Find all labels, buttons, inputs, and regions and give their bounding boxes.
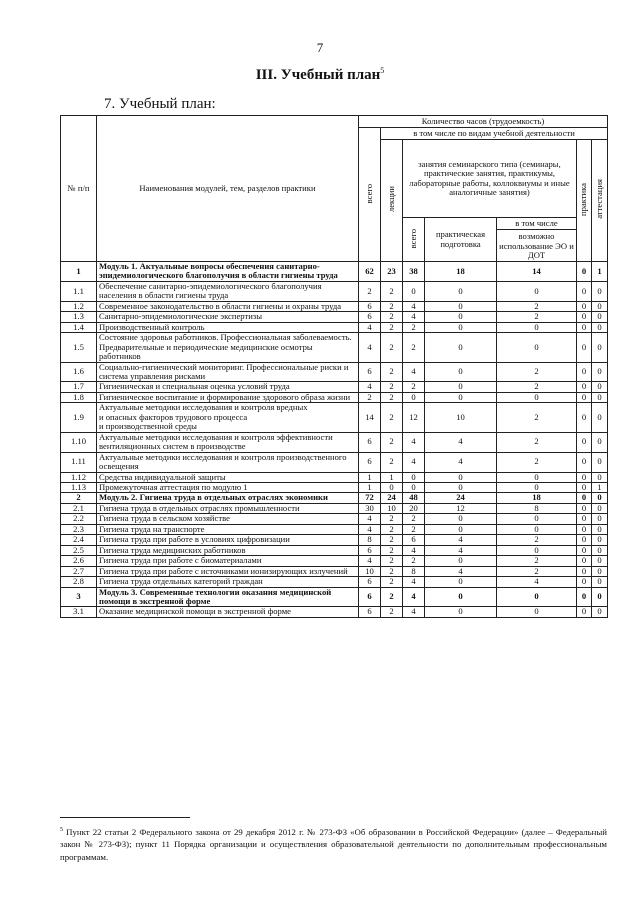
table-row [61, 452, 608, 472]
footnote [60, 826, 607, 863]
row-lectures: 2 [381, 322, 403, 332]
row-lectures: 2 [381, 432, 403, 452]
row-name: Актуальные методики исследования и контроля производственного освещения [97, 452, 359, 472]
row-eo-dot: 0 [497, 472, 577, 482]
row-name: Модуль 3. Современные технологии оказания медицинской помощи в экстренной форме [97, 587, 359, 607]
row-prac-prep: 0 [425, 472, 497, 482]
row-attestation: 0 [592, 524, 608, 534]
row-prac-prep: 0 [425, 607, 497, 617]
row-lectures: 2 [381, 524, 403, 534]
row-name: Модуль 2. Гигиена труда в отдельных отраслях экономики [97, 493, 359, 503]
row-name: Современное законодательство в области гигиены и охраны труда [97, 301, 359, 311]
table-row [61, 333, 608, 362]
row-seminar: 4 [403, 577, 425, 587]
header-prac-prep: практическая подготовка [425, 218, 497, 262]
row-eo-dot: 0 [497, 524, 577, 534]
row-lectures: 2 [381, 514, 403, 524]
row-total: 6 [359, 362, 381, 382]
row-total: 10 [359, 566, 381, 576]
row-attestation: 0 [592, 577, 608, 587]
table-row [61, 607, 608, 617]
row-lectures: 2 [381, 577, 403, 587]
row-num: 1.11 [61, 452, 97, 472]
row-lectures: 2 [381, 403, 403, 432]
table-row [61, 432, 608, 452]
row-attestation: 0 [592, 556, 608, 566]
header-incl: в том числе [497, 219, 576, 230]
table-row [61, 514, 608, 524]
row-prac-prep: 4 [425, 452, 497, 472]
row-practice: 0 [577, 493, 592, 503]
row-lectures: 2 [381, 535, 403, 545]
row-practice: 0 [577, 322, 592, 332]
table-row [61, 312, 608, 322]
row-name: Санитарно-эпидемиологические экспертизы [97, 312, 359, 322]
row-total: 8 [359, 535, 381, 545]
footnote-reference: 5 [380, 66, 385, 75]
row-practice: 0 [577, 535, 592, 545]
row-eo-dot: 0 [497, 587, 577, 607]
row-num: 2.4 [61, 535, 97, 545]
row-total: 2 [359, 392, 381, 402]
footnote-text: Пункт 22 статьи 2 Федерального закона от 29 декабря 2012 г. № 273-ФЗ «Об образовании в Российской Федерации» (далее – Федеральный закон № 273-ФЗ); пункт 11 Порядка организации и осуществления образовательной деятельности по дополнительным профессиональным программам. [60, 827, 607, 862]
row-total: 72 [359, 493, 381, 503]
row-practice: 0 [577, 545, 592, 555]
row-eo-dot: 2 [497, 403, 577, 432]
row-prac-prep: 0 [425, 524, 497, 534]
row-seminar: 4 [403, 452, 425, 472]
row-practice: 0 [577, 556, 592, 566]
table-row [61, 362, 608, 382]
row-name: Гигиена труда отдельных категорий граждан [97, 577, 359, 587]
row-lectures: 2 [381, 301, 403, 311]
footnote-divider [60, 817, 190, 818]
table-row [61, 392, 608, 402]
row-lectures: 2 [381, 452, 403, 472]
table-row [61, 566, 608, 576]
table-row [61, 382, 608, 392]
row-num: 2.2 [61, 514, 97, 524]
row-num: 1.1 [61, 281, 97, 301]
table-row [61, 472, 608, 482]
table-body [61, 262, 608, 618]
row-num: 1.9 [61, 403, 97, 432]
row-practice: 0 [577, 587, 592, 607]
row-num: 1 [61, 262, 97, 282]
row-name: Гигиена труда в отдельных отраслях промышленности [97, 503, 359, 513]
row-attestation: 0 [592, 503, 608, 513]
row-num: 3 [61, 587, 97, 607]
row-prac-prep: 0 [425, 382, 497, 392]
header-total-text: всего [363, 183, 374, 203]
row-name: Промежуточная аттестация по модулю 1 [97, 482, 359, 492]
row-name: Актуальные методики исследования и контроля эффективности вентиляционных систем в производстве [97, 432, 359, 452]
row-eo-dot: 0 [497, 392, 577, 402]
row-attestation: 0 [592, 452, 608, 472]
header-lectures [381, 140, 403, 262]
row-attestation: 0 [592, 566, 608, 576]
row-practice: 0 [577, 577, 592, 587]
section-title [0, 66, 640, 84]
row-name: Состояние здоровья работников. Профессиональная заболеваемость. Предварительные и периодические медицинские осмотры работников [97, 333, 359, 362]
row-lectures: 2 [381, 333, 403, 362]
row-total: 6 [359, 587, 381, 607]
table-row [61, 577, 608, 587]
row-prac-prep: 0 [425, 281, 497, 301]
row-eo-dot: 2 [497, 566, 577, 576]
row-prac-prep: 24 [425, 493, 497, 503]
row-name: Гигиена труда в сельском хозяйстве [97, 514, 359, 524]
row-eo-dot: 0 [497, 482, 577, 492]
curriculum-table [60, 115, 608, 618]
row-attestation: 0 [592, 545, 608, 555]
row-lectures: 23 [381, 262, 403, 282]
row-eo-dot: 0 [497, 333, 577, 362]
row-num: 2 [61, 493, 97, 503]
row-attestation: 0 [592, 312, 608, 322]
row-practice: 0 [577, 262, 592, 282]
header-hours: Количество часов (трудоемкость) [359, 116, 608, 128]
row-total: 6 [359, 301, 381, 311]
row-eo-dot: 0 [497, 322, 577, 332]
row-attestation: 0 [592, 403, 608, 432]
table-row [61, 545, 608, 555]
module-row [61, 587, 608, 607]
row-seminar: 0 [403, 281, 425, 301]
row-eo-dot: 0 [497, 514, 577, 524]
table-row [61, 503, 608, 513]
row-seminar: 0 [403, 392, 425, 402]
row-total: 1 [359, 482, 381, 492]
row-seminar: 4 [403, 362, 425, 382]
row-lectures: 24 [381, 493, 403, 503]
row-lectures: 2 [381, 556, 403, 566]
row-seminar: 4 [403, 432, 425, 452]
row-attestation: 0 [592, 281, 608, 301]
row-attestation: 0 [592, 333, 608, 362]
row-seminar: 8 [403, 566, 425, 576]
row-attestation: 0 [592, 472, 608, 482]
table-row [61, 556, 608, 566]
row-seminar: 4 [403, 545, 425, 555]
row-lectures: 10 [381, 503, 403, 513]
row-total: 6 [359, 577, 381, 587]
row-practice: 0 [577, 472, 592, 482]
row-seminar: 38 [403, 262, 425, 282]
row-name: Гигиена труда при работе с источниками ионизирующих излучений [97, 566, 359, 576]
row-total: 4 [359, 514, 381, 524]
section-title-text: III. Учебный план [255, 67, 381, 83]
row-attestation: 0 [592, 514, 608, 524]
header-practice [577, 140, 592, 262]
row-total: 1 [359, 472, 381, 482]
row-practice: 0 [577, 382, 592, 392]
row-num: 1.3 [61, 312, 97, 322]
row-practice: 0 [577, 301, 592, 311]
row-practice: 0 [577, 432, 592, 452]
row-lectures: 2 [381, 545, 403, 555]
header-attestation [592, 140, 608, 262]
row-seminar: 2 [403, 333, 425, 362]
row-name: Гигиена труда на транспорте [97, 524, 359, 534]
row-attestation: 1 [592, 262, 608, 282]
row-name: Гигиена труда медицинских работников [97, 545, 359, 555]
row-seminar: 2 [403, 524, 425, 534]
table-row [61, 524, 608, 534]
header-eo-dot [497, 218, 577, 262]
row-num: 3.1 [61, 607, 97, 617]
row-practice: 0 [577, 503, 592, 513]
row-lectures: 1 [381, 472, 403, 482]
row-total: 14 [359, 403, 381, 432]
module-row [61, 493, 608, 503]
page-number: 7 [316, 40, 324, 55]
row-name: Актуальные методики исследования и контроля вредных и опасных факторов трудового процесса и производственной среды [97, 403, 359, 432]
row-name: Гигиеническое воспитание и формирование здорового образа жизни [97, 392, 359, 402]
row-num: 2.5 [61, 545, 97, 555]
row-total: 2 [359, 281, 381, 301]
row-total: 30 [359, 503, 381, 513]
header-sem-total [403, 218, 425, 262]
row-practice: 0 [577, 452, 592, 472]
row-name: Производственный контроль [97, 322, 359, 332]
row-practice: 0 [577, 482, 592, 492]
row-attestation: 0 [592, 493, 608, 503]
row-practice: 0 [577, 403, 592, 432]
row-seminar: 0 [403, 482, 425, 492]
row-total: 4 [359, 556, 381, 566]
header-total [359, 128, 381, 262]
table-row [61, 403, 608, 432]
header-attestation-text: аттестация [593, 179, 604, 220]
module-row [61, 262, 608, 282]
header-lectures-text: лекции [385, 186, 396, 213]
row-total: 6 [359, 452, 381, 472]
row-eo-dot: 2 [497, 556, 577, 566]
row-practice: 0 [577, 362, 592, 382]
table-header [61, 116, 608, 262]
row-seminar: 4 [403, 587, 425, 607]
row-attestation: 0 [592, 535, 608, 545]
row-seminar: 20 [403, 503, 425, 513]
row-attestation: 0 [592, 382, 608, 392]
row-num: 2.7 [61, 566, 97, 576]
row-seminar: 4 [403, 301, 425, 311]
row-eo-dot: 4 [497, 577, 577, 587]
row-prac-prep: 0 [425, 312, 497, 322]
row-seminar: 12 [403, 403, 425, 432]
table-row [61, 281, 608, 301]
row-num: 2.1 [61, 503, 97, 513]
row-eo-dot: 0 [497, 607, 577, 617]
row-num: 2.3 [61, 524, 97, 534]
row-total: 4 [359, 333, 381, 362]
row-num: 1.10 [61, 432, 97, 452]
table-row [61, 482, 608, 492]
row-prac-prep: 0 [425, 556, 497, 566]
row-name: Модуль 1. Актуальные вопросы обеспечения санитарно-эпидемиологического благополучия в области гигиены труда [97, 262, 359, 282]
row-practice: 0 [577, 312, 592, 322]
row-prac-prep: 0 [425, 577, 497, 587]
header-eo-dot-text: возможно использование ЭО и ДОТ [499, 231, 574, 260]
row-num: 2.8 [61, 577, 97, 587]
row-seminar: 2 [403, 556, 425, 566]
row-prac-prep: 4 [425, 535, 497, 545]
row-num: 1.5 [61, 333, 97, 362]
row-prac-prep: 0 [425, 301, 497, 311]
row-practice: 0 [577, 514, 592, 524]
row-prac-prep: 0 [425, 482, 497, 492]
row-lectures: 2 [381, 392, 403, 402]
row-name: Гигиеническая и специальная оценка условий труда [97, 382, 359, 392]
row-eo-dot: 0 [497, 281, 577, 301]
row-total: 6 [359, 312, 381, 322]
row-total: 6 [359, 607, 381, 617]
row-seminar: 4 [403, 607, 425, 617]
row-name: Оказание медицинской помощи в экстренной форме [97, 607, 359, 617]
row-attestation: 0 [592, 362, 608, 382]
header-by-type: в том числе по видам учебной деятельности [381, 128, 608, 140]
row-seminar: 0 [403, 472, 425, 482]
row-lectures: 2 [381, 382, 403, 392]
row-total: 62 [359, 262, 381, 282]
header-practice-text: практика [578, 182, 589, 216]
row-prac-prep: 18 [425, 262, 497, 282]
row-practice: 0 [577, 392, 592, 402]
row-num: 1.12 [61, 472, 97, 482]
row-attestation: 0 [592, 301, 608, 311]
row-eo-dot: 2 [497, 432, 577, 452]
row-num: 2.6 [61, 556, 97, 566]
row-attestation: 0 [592, 607, 608, 617]
row-num: 1.4 [61, 322, 97, 332]
row-lectures: 2 [381, 312, 403, 322]
row-name: Обеспечение санитарно-эпидемиологического благополучия населения в области гигиены труда [97, 281, 359, 301]
row-eo-dot: 2 [497, 312, 577, 322]
row-eo-dot: 2 [497, 301, 577, 311]
row-attestation: 0 [592, 392, 608, 402]
row-total: 6 [359, 545, 381, 555]
header-sem-total-text: всего [407, 228, 418, 248]
row-name: Гигиена труда при работе в условиях цифровизации [97, 535, 359, 545]
row-num: 1.2 [61, 301, 97, 311]
row-lectures: 2 [381, 362, 403, 382]
row-eo-dot: 2 [497, 535, 577, 545]
row-total: 6 [359, 432, 381, 452]
row-lectures: 2 [381, 587, 403, 607]
row-prac-prep: 0 [425, 587, 497, 607]
header-seminar: занятия семинарского типа (семинары, практические занятия, практикумы, лабораторные работы, коллоквиумы и иные аналогичные занятия) [403, 140, 577, 218]
row-name: Социально-гигиенический мониторинг. Профессиональные риски и система управления рисками [97, 362, 359, 382]
row-num: 1.7 [61, 382, 97, 392]
row-attestation: 0 [592, 587, 608, 607]
row-prac-prep: 0 [425, 392, 497, 402]
row-eo-dot: 18 [497, 493, 577, 503]
row-seminar: 4 [403, 312, 425, 322]
row-total: 4 [359, 524, 381, 534]
row-lectures: 2 [381, 566, 403, 576]
row-prac-prep: 12 [425, 503, 497, 513]
row-name: Гигиена труда при работе с биоматериалами [97, 556, 359, 566]
row-attestation: 1 [592, 482, 608, 492]
row-eo-dot: 14 [497, 262, 577, 282]
row-lectures: 2 [381, 607, 403, 617]
table-row [61, 535, 608, 545]
table-row [61, 301, 608, 311]
footnote-mark: 5 [60, 827, 63, 834]
row-seminar: 2 [403, 382, 425, 392]
row-lectures: 0 [381, 482, 403, 492]
row-seminar: 2 [403, 514, 425, 524]
row-total: 4 [359, 382, 381, 392]
row-eo-dot: 2 [497, 362, 577, 382]
subtitle: 7. Учебный план: [104, 96, 216, 112]
row-seminar: 48 [403, 493, 425, 503]
row-prac-prep: 0 [425, 362, 497, 382]
row-eo-dot: 2 [497, 452, 577, 472]
row-attestation: 0 [592, 322, 608, 332]
row-prac-prep: 10 [425, 403, 497, 432]
row-practice: 0 [577, 333, 592, 362]
row-practice: 0 [577, 524, 592, 534]
row-name: Средства индивидуальной защиты [97, 472, 359, 482]
row-prac-prep: 4 [425, 545, 497, 555]
header-num: № п/п [61, 116, 97, 262]
row-seminar: 6 [403, 535, 425, 545]
row-eo-dot: 2 [497, 382, 577, 392]
row-attestation: 0 [592, 432, 608, 452]
row-seminar: 2 [403, 322, 425, 332]
row-lectures: 2 [381, 281, 403, 301]
row-prac-prep: 0 [425, 333, 497, 362]
row-prac-prep: 0 [425, 514, 497, 524]
row-practice: 0 [577, 607, 592, 617]
header-name: Наименования модулей, тем, разделов практики [97, 116, 359, 262]
row-num: 1.8 [61, 392, 97, 402]
row-eo-dot: 8 [497, 503, 577, 513]
row-prac-prep: 4 [425, 566, 497, 576]
row-num: 1.6 [61, 362, 97, 382]
row-prac-prep: 0 [425, 322, 497, 332]
row-total: 4 [359, 322, 381, 332]
row-practice: 0 [577, 281, 592, 301]
row-num: 1.13 [61, 482, 97, 492]
row-practice: 0 [577, 566, 592, 576]
table-row [61, 322, 608, 332]
row-prac-prep: 4 [425, 432, 497, 452]
row-eo-dot: 0 [497, 545, 577, 555]
